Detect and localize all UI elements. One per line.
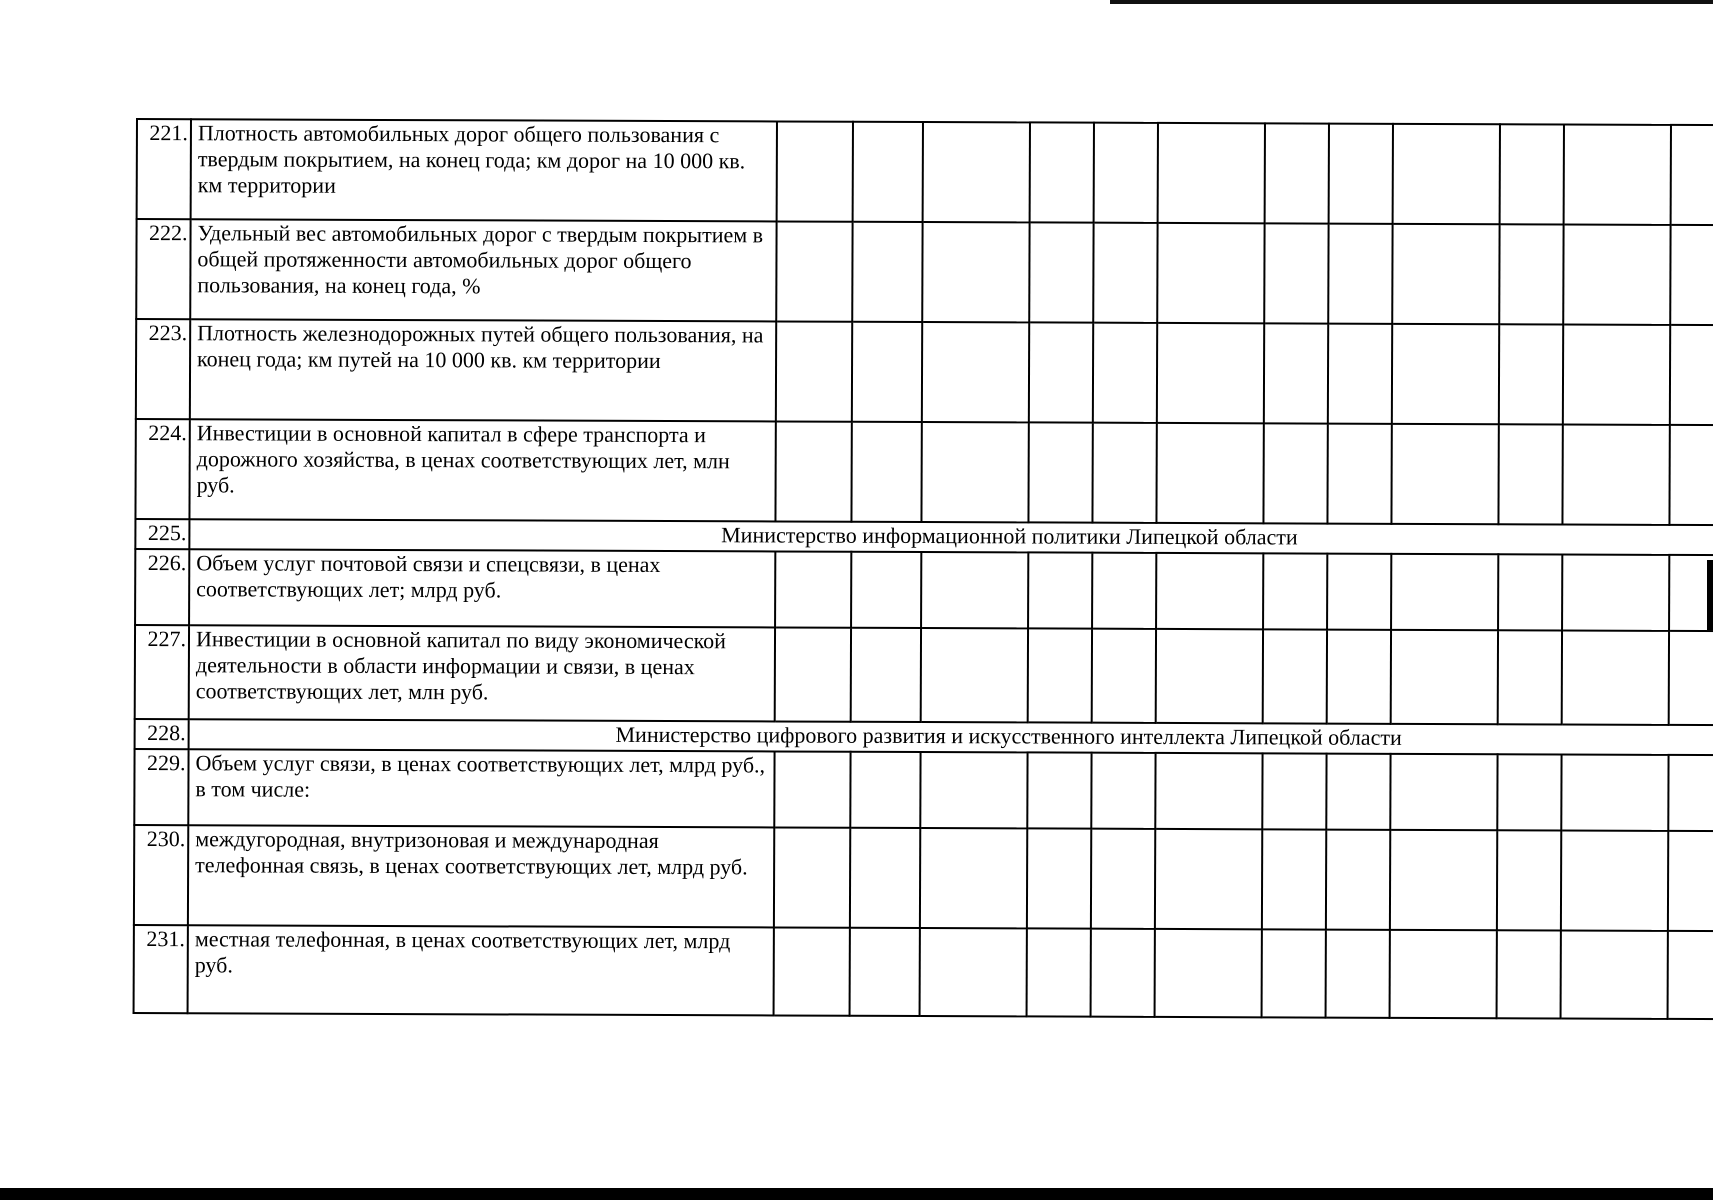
- value-cell: [1390, 754, 1497, 830]
- value-cell: [1156, 553, 1263, 629]
- value-cell: [1265, 123, 1329, 223]
- value-cell: [1669, 425, 1713, 525]
- value-cell: [1262, 929, 1326, 1017]
- table-row: [135, 549, 1713, 632]
- value-cell: [922, 322, 1029, 422]
- value-cell: [1156, 423, 1263, 523]
- table-row: [137, 119, 1713, 226]
- value-cell: [1262, 829, 1326, 929]
- value-cell: [920, 752, 1027, 828]
- value-cell: [921, 628, 1028, 722]
- value-cell: [1093, 223, 1157, 323]
- value-cell: [774, 751, 850, 827]
- value-cell: [774, 927, 850, 1015]
- value-cell: [1392, 324, 1499, 424]
- value-cell: [1092, 423, 1156, 523]
- value-cell: [1561, 830, 1668, 930]
- row-number: 227.: [135, 625, 189, 719]
- value-cell: [1155, 753, 1262, 829]
- value-cell: [777, 121, 853, 221]
- indicator-name: Плотность железнодорожных путей общего пользования, на конец года; км путей на 10 000 кв. км территории: [190, 319, 776, 421]
- value-cell: [775, 551, 851, 627]
- row-number: 228.: [135, 719, 189, 749]
- value-cell: [1500, 124, 1564, 224]
- row-number: 223.: [136, 319, 190, 419]
- value-cell: [1158, 123, 1265, 223]
- indicator-name: Инвестиции в основной капитал по виду экономической деятельности в области информации и связи, в ценах соответствующих лет, млн руб.: [189, 625, 775, 721]
- value-cell: [1326, 754, 1390, 830]
- value-cell: [1669, 631, 1713, 725]
- row-number: 229.: [134, 749, 188, 825]
- table-row: [135, 625, 1713, 726]
- value-cell: [1028, 628, 1092, 722]
- value-cell: [1391, 554, 1498, 630]
- value-cell: [1091, 929, 1155, 1017]
- value-cell: [920, 928, 1027, 1016]
- scan-edge-bottom: [0, 1188, 1713, 1200]
- value-cell: [851, 552, 921, 628]
- value-cell: [1264, 323, 1328, 423]
- value-cell: [1499, 324, 1563, 424]
- indicator-name: местная телефонная, в ценах соответствующих лет, млрд руб.: [188, 925, 774, 1015]
- row-number: 221.: [137, 119, 191, 219]
- table-row: [134, 925, 1713, 1020]
- value-cell: [1564, 124, 1671, 224]
- value-cell: [851, 628, 921, 722]
- value-cell: [1262, 753, 1326, 829]
- value-cell: [1028, 552, 1092, 628]
- value-cell: [1093, 323, 1157, 423]
- value-cell: [1497, 830, 1561, 930]
- value-cell: [920, 828, 1027, 928]
- value-cell: [1561, 754, 1668, 830]
- value-cell: [923, 122, 1030, 222]
- value-cell: [1326, 930, 1390, 1018]
- indicators-table: [133, 118, 1713, 1021]
- table-row: [134, 825, 1713, 932]
- value-cell: [1029, 222, 1093, 322]
- table-row: [135, 419, 1713, 526]
- value-cell: [776, 221, 852, 321]
- value-cell: [1092, 629, 1156, 723]
- value-cell: [775, 421, 851, 521]
- value-cell: [774, 827, 850, 927]
- row-number: 231.: [134, 925, 188, 1013]
- row-number: 224.: [135, 419, 189, 519]
- value-cell: [1030, 122, 1094, 222]
- value-cell: [850, 928, 920, 1016]
- value-cell: [775, 627, 851, 721]
- indicator-name: Удельный вес автомобильных дорог с твердым покрытием в общей протяженности автомобильных дорог общего пользования, на конец года, %: [190, 219, 776, 321]
- scan-edge-top: [1110, 0, 1713, 4]
- table-row: [134, 749, 1713, 832]
- value-cell: [1029, 322, 1093, 422]
- value-cell: [1562, 630, 1669, 724]
- row-number: 222.: [136, 219, 190, 319]
- value-cell: [1326, 830, 1390, 930]
- value-cell: [921, 552, 1028, 628]
- value-cell: [921, 422, 1028, 522]
- value-cell: [1328, 324, 1392, 424]
- row-number: 226.: [135, 549, 189, 625]
- row-number: 230.: [134, 825, 188, 925]
- value-cell: [1390, 830, 1497, 930]
- value-cell: [1391, 424, 1498, 524]
- indicator-name: Инвестиции в основной капитал в сфере транспорта и дорожного хозяйства, в ценах соответствующих лет, млн руб.: [189, 419, 775, 521]
- indicator-name: Объем услуг почтовой связи и спецсвязи, в ценах соответствующих лет; млрд руб.: [189, 549, 775, 627]
- value-cell: [1157, 223, 1264, 323]
- value-cell: [1668, 831, 1713, 931]
- value-cell: [1562, 424, 1669, 524]
- value-cell: [1497, 754, 1561, 830]
- value-cell: [1670, 325, 1713, 425]
- value-cell: [1264, 223, 1328, 323]
- value-cell: [1668, 931, 1713, 1019]
- indicator-name: междугородная, внутризоновая и международная телефонная связь, в ценах соответствующих лет, млрд руб.: [188, 825, 774, 927]
- value-cell: [1499, 224, 1563, 324]
- value-cell: [1327, 630, 1391, 724]
- value-cell: [1263, 629, 1327, 723]
- value-cell: [1156, 629, 1263, 723]
- value-cell: [1669, 555, 1713, 631]
- value-cell: [851, 422, 921, 522]
- value-cell: [1393, 124, 1500, 224]
- indicator-name: Плотность автомобильных дорог общего пользования с твердым покрытием, на конец года; км дорог на 10 000 кв. км территории: [191, 119, 777, 221]
- value-cell: [1327, 554, 1391, 630]
- indicator-name: Объем услуг связи, в ценах соответствующих лет, млрд руб., в том числе:: [188, 749, 774, 827]
- value-cell: [1027, 928, 1091, 1016]
- value-cell: [1391, 630, 1498, 724]
- value-cell: [1263, 553, 1327, 629]
- section-title: Министерство цифрового развития и искусственного интеллекта Липецкой области: [189, 719, 1713, 755]
- value-cell: [1563, 324, 1670, 424]
- value-cell: [852, 222, 922, 322]
- document-sheet: [133, 118, 1664, 1020]
- value-cell: [850, 752, 920, 828]
- value-cell: [1498, 630, 1562, 724]
- value-cell: [1670, 225, 1713, 325]
- value-cell: [1155, 829, 1262, 929]
- value-cell: [1392, 224, 1499, 324]
- value-cell: [1155, 929, 1262, 1017]
- value-cell: [1671, 125, 1713, 225]
- value-cell: [1094, 123, 1158, 223]
- value-cell: [1028, 422, 1092, 522]
- value-cell: [1563, 224, 1670, 324]
- value-cell: [1498, 554, 1562, 630]
- value-cell: [1327, 424, 1391, 524]
- value-cell: [850, 828, 920, 928]
- value-cell: [852, 322, 922, 422]
- value-cell: [1668, 755, 1713, 831]
- value-cell: [776, 321, 852, 421]
- value-cell: [1561, 930, 1668, 1018]
- value-cell: [1328, 224, 1392, 324]
- value-cell: [1390, 930, 1497, 1018]
- value-cell: [1497, 930, 1561, 1018]
- value-cell: [853, 122, 923, 222]
- value-cell: [1562, 554, 1669, 630]
- table-row: [136, 319, 1713, 426]
- value-cell: [1027, 752, 1091, 828]
- value-cell: [1498, 424, 1562, 524]
- value-cell: [1092, 553, 1156, 629]
- value-cell: [922, 222, 1029, 322]
- table-row: [136, 219, 1713, 326]
- value-cell: [1091, 829, 1155, 929]
- value-cell: [1027, 828, 1091, 928]
- value-cell: [1157, 323, 1264, 423]
- value-cell: [1329, 124, 1393, 224]
- value-cell: [1091, 753, 1155, 829]
- section-title: Министерство информационной политики Липецкой области: [189, 519, 1713, 555]
- value-cell: [1263, 423, 1327, 523]
- row-number: 225.: [135, 519, 189, 549]
